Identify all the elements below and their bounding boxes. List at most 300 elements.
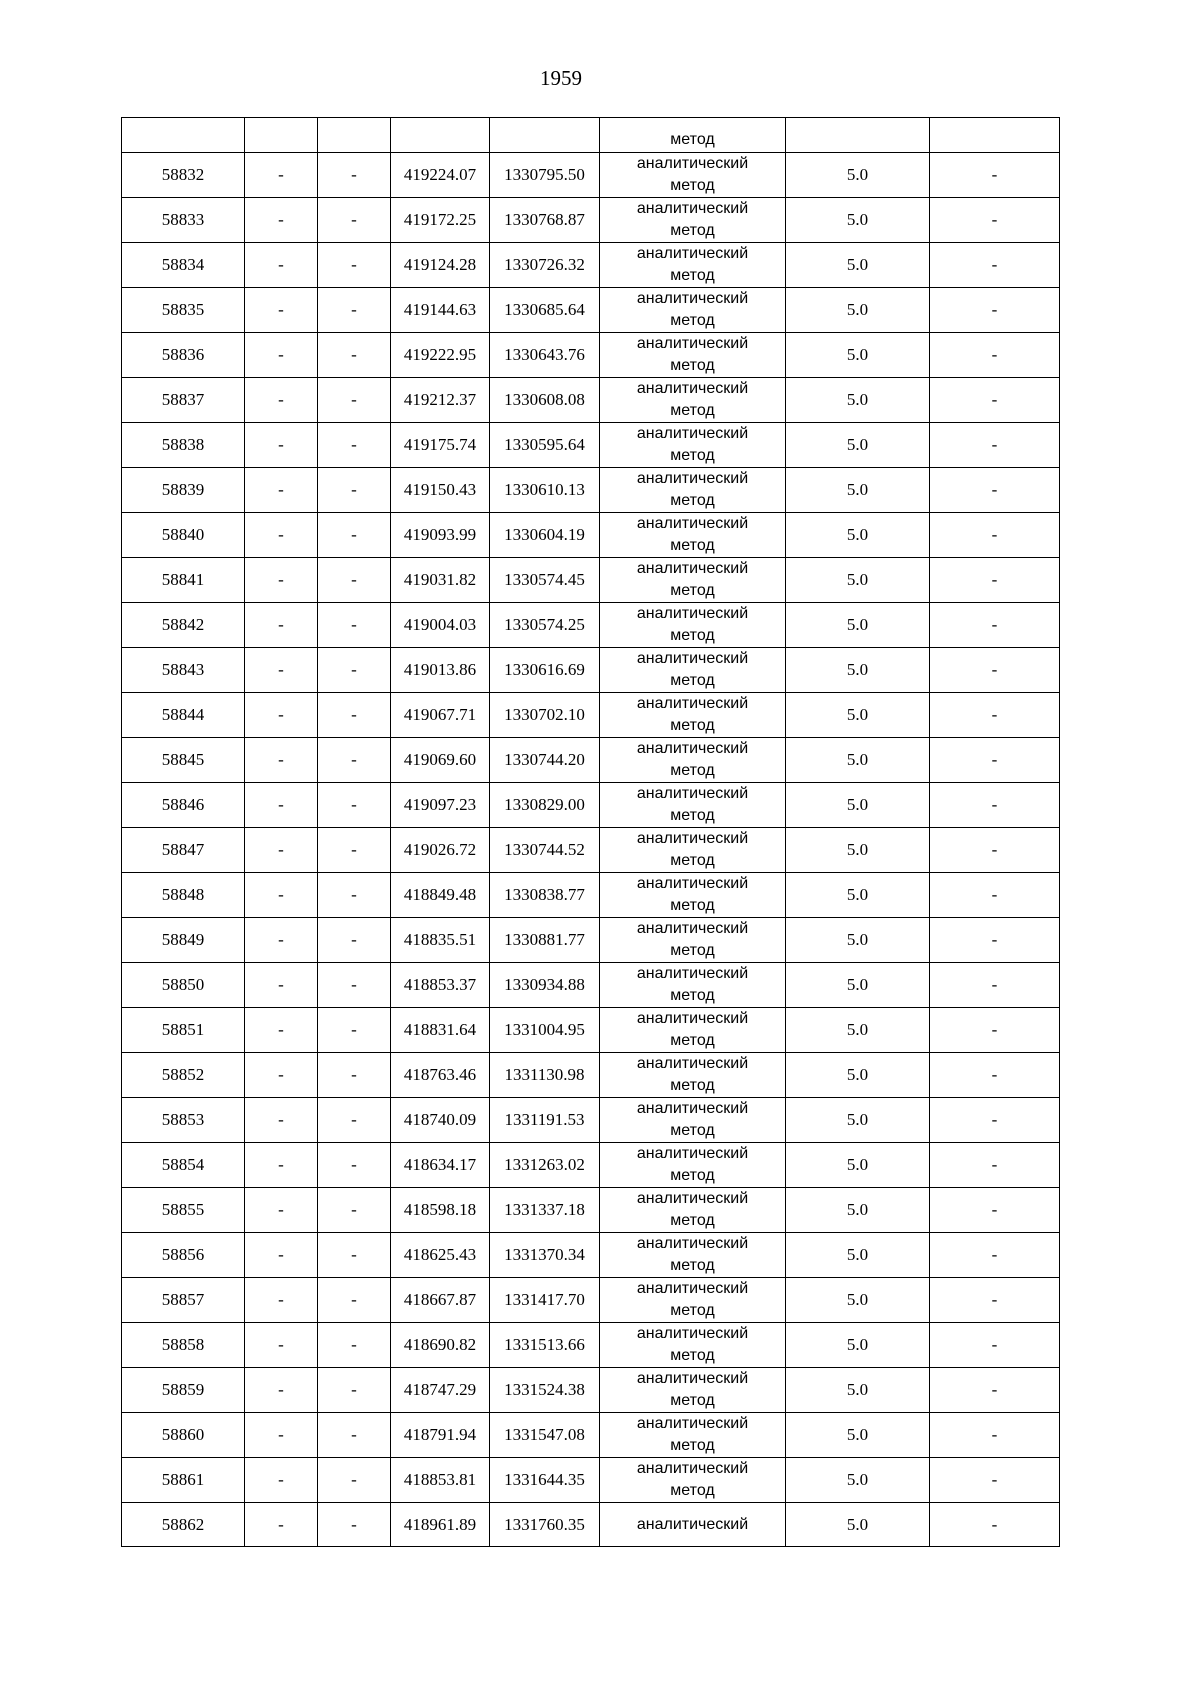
table-cell: - bbox=[318, 1008, 391, 1053]
method-text bbox=[637, 468, 748, 512]
method-cell bbox=[600, 1503, 786, 1547]
y-coordinate-cell: 1330595.64 bbox=[490, 423, 600, 468]
point-number-cell: 58851 bbox=[122, 1008, 245, 1053]
table-cell: - bbox=[930, 1143, 1060, 1188]
method-line-2: метод bbox=[670, 717, 715, 734]
method-line-1: аналитический bbox=[636, 1370, 749, 1387]
point-number-cell: 58840 bbox=[122, 513, 245, 558]
table-cell: - bbox=[245, 693, 318, 738]
x-coordinate-cell: 419067.71 bbox=[391, 693, 490, 738]
table-cell: - bbox=[930, 513, 1060, 558]
table-cell: - bbox=[245, 423, 318, 468]
table-cell: - bbox=[245, 288, 318, 333]
point-number-cell: 58850 bbox=[122, 963, 245, 1008]
point-number-cell: 58842 bbox=[122, 603, 245, 648]
y-coordinate-cell: 1330744.52 bbox=[490, 828, 600, 873]
table-cell: - bbox=[245, 963, 318, 1008]
table-cell: - bbox=[245, 1368, 318, 1413]
point-number-cell: 58848 bbox=[122, 873, 245, 918]
method-line-1: аналитический bbox=[636, 785, 749, 802]
table-cell: - bbox=[245, 333, 318, 378]
method-cell bbox=[600, 288, 786, 333]
table-cell: - bbox=[318, 468, 391, 513]
table-row bbox=[122, 153, 1060, 198]
accuracy-cell: 5.0 bbox=[786, 333, 930, 378]
table-cell: - bbox=[318, 738, 391, 783]
x-coordinate-cell: 418747.29 bbox=[391, 1368, 490, 1413]
accuracy-cell: 5.0 bbox=[786, 693, 930, 738]
x-coordinate-cell: 418791.94 bbox=[391, 1413, 490, 1458]
table-cell: - bbox=[318, 693, 391, 738]
point-number-cell: 58837 bbox=[122, 378, 245, 423]
table-cell: - bbox=[245, 1233, 318, 1278]
method-cell bbox=[600, 513, 786, 558]
method-text bbox=[637, 558, 748, 602]
method-text bbox=[637, 1368, 748, 1412]
table-cell: - bbox=[318, 153, 391, 198]
table-cell: - bbox=[930, 873, 1060, 918]
y-coordinate-cell: 1330744.20 bbox=[490, 738, 600, 783]
table-row bbox=[122, 1458, 1060, 1503]
point-number-cell: 58843 bbox=[122, 648, 245, 693]
x-coordinate-cell: 419013.86 bbox=[391, 648, 490, 693]
method-text bbox=[637, 918, 748, 962]
table-cell: - bbox=[318, 1458, 391, 1503]
x-coordinate-cell: 419093.99 bbox=[391, 513, 490, 558]
y-coordinate-cell: 1331644.35 bbox=[490, 1458, 600, 1503]
accuracy-cell: 5.0 bbox=[786, 468, 930, 513]
y-coordinate-cell: 1330604.19 bbox=[490, 513, 600, 558]
table-cell: - bbox=[245, 1008, 318, 1053]
point-number-cell: 58846 bbox=[122, 783, 245, 828]
y-coordinate-cell: 1330934.88 bbox=[490, 963, 600, 1008]
table-cell: - bbox=[318, 963, 391, 1008]
y-coordinate-cell: 1331130.98 bbox=[490, 1053, 600, 1098]
method-cell bbox=[600, 1278, 786, 1323]
table-cell: - bbox=[245, 1278, 318, 1323]
table-row bbox=[122, 1188, 1060, 1233]
table-row bbox=[122, 693, 1060, 738]
y-coordinate-cell: 1330829.00 bbox=[490, 783, 600, 828]
table-cell: - bbox=[245, 1098, 318, 1143]
point-number-cell: 58854 bbox=[122, 1143, 245, 1188]
method-line-1: аналитический bbox=[636, 200, 749, 217]
table-cell: - bbox=[930, 738, 1060, 783]
table-cell: - bbox=[245, 558, 318, 603]
method-line-2: метод bbox=[670, 1167, 715, 1184]
method-cell bbox=[600, 783, 786, 828]
method-line-2: метод bbox=[670, 312, 715, 329]
accuracy-cell: 5.0 bbox=[786, 1098, 930, 1143]
method-cell bbox=[600, 1323, 786, 1368]
method-cell bbox=[600, 738, 786, 783]
table-cell: - bbox=[318, 378, 391, 423]
method-cell bbox=[600, 1233, 786, 1278]
x-coordinate-cell: 418690.82 bbox=[391, 1323, 490, 1368]
accuracy-cell: 5.0 bbox=[786, 738, 930, 783]
method-text bbox=[637, 333, 748, 377]
table-row bbox=[122, 1098, 1060, 1143]
method-text bbox=[637, 783, 748, 827]
table-cell: - bbox=[930, 1503, 1060, 1547]
y-coordinate-cell: 1330702.10 bbox=[490, 693, 600, 738]
method-cell bbox=[600, 648, 786, 693]
point-number-cell: 58836 bbox=[122, 333, 245, 378]
x-coordinate-cell: 419172.25 bbox=[391, 198, 490, 243]
table-cell: - bbox=[245, 513, 318, 558]
method-line-2: метод bbox=[670, 807, 715, 824]
table-cell: - bbox=[318, 558, 391, 603]
method-cell bbox=[600, 1413, 786, 1458]
table-cell: - bbox=[930, 1233, 1060, 1278]
point-number-cell: 58839 bbox=[122, 468, 245, 513]
method-line-1: аналитический bbox=[636, 1415, 749, 1432]
x-coordinate-cell: 418634.17 bbox=[391, 1143, 490, 1188]
table-cell: - bbox=[930, 288, 1060, 333]
method-text bbox=[637, 1458, 748, 1502]
table-cell: - bbox=[318, 513, 391, 558]
point-number-cell: 58834 bbox=[122, 243, 245, 288]
table-row bbox=[122, 513, 1060, 558]
table-cell bbox=[490, 118, 600, 153]
table-cell: - bbox=[245, 603, 318, 648]
accuracy-cell: 5.0 bbox=[786, 1008, 930, 1053]
table-row bbox=[122, 243, 1060, 288]
y-coordinate-cell: 1330795.50 bbox=[490, 153, 600, 198]
point-number-cell: 58860 bbox=[122, 1413, 245, 1458]
x-coordinate-cell: 419026.72 bbox=[391, 828, 490, 873]
table-cell: - bbox=[930, 198, 1060, 243]
method-line-2: метод bbox=[670, 987, 715, 1004]
table-cell: - bbox=[245, 828, 318, 873]
method-line-1: аналитический bbox=[636, 155, 749, 172]
x-coordinate-cell: 419222.95 bbox=[391, 333, 490, 378]
x-coordinate-cell: 418853.37 bbox=[391, 963, 490, 1008]
table-cell: - bbox=[245, 1503, 318, 1547]
x-coordinate-cell: 418763.46 bbox=[391, 1053, 490, 1098]
method-line-2: метод bbox=[670, 1482, 715, 1499]
point-number-cell: 58859 bbox=[122, 1368, 245, 1413]
y-coordinate-cell: 1330608.08 bbox=[490, 378, 600, 423]
method-line-1: аналитический bbox=[636, 1280, 749, 1297]
point-number-cell: 58844 bbox=[122, 693, 245, 738]
y-coordinate-cell: 1330726.32 bbox=[490, 243, 600, 288]
method-line-1: аналитический bbox=[636, 1515, 749, 1533]
accuracy-cell: 5.0 bbox=[786, 1503, 930, 1547]
method-line-2: метод bbox=[670, 1392, 715, 1409]
method-line-1: аналитический bbox=[636, 425, 749, 442]
table-cell: - bbox=[930, 828, 1060, 873]
table-cell: - bbox=[930, 1098, 1060, 1143]
method-cell bbox=[600, 118, 786, 153]
table-row bbox=[122, 1323, 1060, 1368]
table-row bbox=[122, 738, 1060, 783]
table-row bbox=[122, 918, 1060, 963]
table-cell: - bbox=[930, 243, 1060, 288]
y-coordinate-cell: 1331004.95 bbox=[490, 1008, 600, 1053]
point-number-cell: 58862 bbox=[122, 1503, 245, 1547]
method-text bbox=[637, 738, 748, 782]
method-line-1: аналитический bbox=[636, 650, 749, 667]
table-cell: - bbox=[245, 1143, 318, 1188]
method-text bbox=[637, 1504, 748, 1546]
method-line-1: аналитический bbox=[636, 1235, 749, 1252]
method-line-1: аналитический bbox=[636, 245, 749, 262]
table-row bbox=[122, 1008, 1060, 1053]
method-text bbox=[637, 1098, 748, 1142]
y-coordinate-cell: 1331547.08 bbox=[490, 1413, 600, 1458]
x-coordinate-cell: 418740.09 bbox=[391, 1098, 490, 1143]
accuracy-cell: 5.0 bbox=[786, 783, 930, 828]
x-coordinate-cell: 418835.51 bbox=[391, 918, 490, 963]
method-cell bbox=[600, 1008, 786, 1053]
x-coordinate-cell: 419175.74 bbox=[391, 423, 490, 468]
method-cell bbox=[600, 1458, 786, 1503]
accuracy-cell: 5.0 bbox=[786, 1053, 930, 1098]
accuracy-cell: 5.0 bbox=[786, 918, 930, 963]
table-row bbox=[122, 1368, 1060, 1413]
accuracy-cell: 5.0 bbox=[786, 828, 930, 873]
x-coordinate-cell: 419069.60 bbox=[391, 738, 490, 783]
y-coordinate-cell: 1330685.64 bbox=[490, 288, 600, 333]
table-row bbox=[122, 1503, 1060, 1547]
method-cell bbox=[600, 468, 786, 513]
method-line-2: метод bbox=[670, 1347, 715, 1364]
table-cell: - bbox=[318, 1188, 391, 1233]
method-line-2: метод bbox=[670, 627, 715, 644]
method-text bbox=[637, 873, 748, 917]
method-cell bbox=[600, 603, 786, 648]
method-line-1: аналитический bbox=[636, 380, 749, 397]
method-line-1: аналитический bbox=[636, 1190, 749, 1207]
table-row bbox=[122, 603, 1060, 648]
method-text: метод bbox=[670, 131, 715, 148]
table-cell: - bbox=[318, 198, 391, 243]
method-line-2: метод bbox=[670, 852, 715, 869]
table-cell: - bbox=[930, 603, 1060, 648]
x-coordinate-cell: 418667.87 bbox=[391, 1278, 490, 1323]
point-number-cell: 58856 bbox=[122, 1233, 245, 1278]
table-cell: - bbox=[318, 1053, 391, 1098]
table-row bbox=[122, 648, 1060, 693]
method-line-2: метод bbox=[670, 582, 715, 599]
table-cell: - bbox=[318, 1143, 391, 1188]
table-cell: - bbox=[930, 378, 1060, 423]
table-cell: - bbox=[930, 153, 1060, 198]
table-cell: - bbox=[318, 1413, 391, 1458]
method-text bbox=[637, 603, 748, 647]
method-line-1: аналитический bbox=[636, 470, 749, 487]
method-text bbox=[637, 648, 748, 692]
table-cell: - bbox=[930, 423, 1060, 468]
table-row bbox=[122, 1233, 1060, 1278]
method-text bbox=[637, 153, 748, 197]
y-coordinate-cell: 1330838.77 bbox=[490, 873, 600, 918]
accuracy-cell: 5.0 bbox=[786, 1233, 930, 1278]
method-line-2: метод bbox=[670, 267, 715, 284]
table-cell: - bbox=[245, 873, 318, 918]
point-number-cell: 58857 bbox=[122, 1278, 245, 1323]
accuracy-cell: 5.0 bbox=[786, 423, 930, 468]
table-row bbox=[122, 198, 1060, 243]
y-coordinate-cell: 1331417.70 bbox=[490, 1278, 600, 1323]
method-line-1: аналитический bbox=[636, 1010, 749, 1027]
method-cell bbox=[600, 423, 786, 468]
y-coordinate-cell: 1330616.69 bbox=[490, 648, 600, 693]
table-cell: - bbox=[245, 1053, 318, 1098]
method-line-1: аналитический bbox=[636, 740, 749, 757]
table-cell: - bbox=[318, 1323, 391, 1368]
table-cell: - bbox=[245, 918, 318, 963]
method-line-1: аналитический bbox=[636, 290, 749, 307]
method-text bbox=[637, 1008, 748, 1052]
method-line-2: метод bbox=[670, 357, 715, 374]
table-cell: - bbox=[930, 648, 1060, 693]
method-text bbox=[637, 1323, 748, 1367]
method-line-2: метод bbox=[670, 672, 715, 689]
table-cell: - bbox=[318, 603, 391, 648]
x-coordinate-cell: 419150.43 bbox=[391, 468, 490, 513]
y-coordinate-cell: 1331760.35 bbox=[490, 1503, 600, 1547]
method-text bbox=[637, 1278, 748, 1322]
accuracy-cell: 5.0 bbox=[786, 243, 930, 288]
x-coordinate-cell: 418625.43 bbox=[391, 1233, 490, 1278]
table-row bbox=[122, 1143, 1060, 1188]
table-cell bbox=[122, 118, 245, 153]
table-cell: - bbox=[930, 918, 1060, 963]
method-line-1: аналитический bbox=[636, 1100, 749, 1117]
accuracy-cell: 5.0 bbox=[786, 963, 930, 1008]
method-cell bbox=[600, 1053, 786, 1098]
table-cell: - bbox=[318, 873, 391, 918]
accuracy-cell: 5.0 bbox=[786, 378, 930, 423]
method-text bbox=[637, 963, 748, 1007]
table-cell: - bbox=[930, 783, 1060, 828]
accuracy-cell: 5.0 bbox=[786, 873, 930, 918]
table-cell: - bbox=[318, 1278, 391, 1323]
y-coordinate-cell: 1330881.77 bbox=[490, 918, 600, 963]
method-line-1: аналитический bbox=[636, 515, 749, 532]
method-line-2: метод bbox=[670, 1077, 715, 1094]
x-coordinate-cell: 418853.81 bbox=[391, 1458, 490, 1503]
y-coordinate-cell: 1330574.45 bbox=[490, 558, 600, 603]
x-coordinate-cell: 419031.82 bbox=[391, 558, 490, 603]
x-coordinate-cell: 418849.48 bbox=[391, 873, 490, 918]
x-coordinate-cell: 418831.64 bbox=[391, 1008, 490, 1053]
accuracy-cell: 5.0 bbox=[786, 1323, 930, 1368]
table-cell bbox=[786, 118, 930, 153]
table-cell bbox=[318, 118, 391, 153]
method-line-2: метод bbox=[670, 402, 715, 419]
y-coordinate-cell: 1331337.18 bbox=[490, 1188, 600, 1233]
table-cell: - bbox=[930, 1008, 1060, 1053]
table-row bbox=[122, 333, 1060, 378]
method-cell bbox=[600, 1143, 786, 1188]
y-coordinate-cell: 1331263.02 bbox=[490, 1143, 600, 1188]
point-number-cell: 58845 bbox=[122, 738, 245, 783]
method-line-2: метод bbox=[670, 222, 715, 239]
method-text bbox=[637, 1053, 748, 1097]
table-cell: - bbox=[930, 558, 1060, 603]
accuracy-cell: 5.0 bbox=[786, 288, 930, 333]
method-text bbox=[637, 1233, 748, 1277]
x-coordinate-cell: 419097.23 bbox=[391, 783, 490, 828]
method-text bbox=[637, 288, 748, 332]
page-number: 1959 bbox=[540, 66, 582, 90]
table-row bbox=[122, 558, 1060, 603]
table-cell: - bbox=[245, 738, 318, 783]
point-number-cell: 58833 bbox=[122, 198, 245, 243]
table-cell: - bbox=[245, 243, 318, 288]
method-text bbox=[637, 423, 748, 467]
method-line-2: метод bbox=[670, 1302, 715, 1319]
method-cell bbox=[600, 378, 786, 423]
point-number-cell: 58847 bbox=[122, 828, 245, 873]
point-number-cell: 58849 bbox=[122, 918, 245, 963]
accuracy-cell: 5.0 bbox=[786, 1458, 930, 1503]
method-line-1: аналитический bbox=[636, 605, 749, 622]
x-coordinate-cell: 419144.63 bbox=[391, 288, 490, 333]
table-cell: - bbox=[318, 783, 391, 828]
table-cell: - bbox=[318, 918, 391, 963]
method-text bbox=[637, 1413, 748, 1457]
method-line-2: метод bbox=[670, 177, 715, 194]
method-line-1: аналитический bbox=[636, 1055, 749, 1072]
method-cell bbox=[600, 558, 786, 603]
method-text bbox=[637, 378, 748, 422]
method-cell bbox=[600, 1368, 786, 1413]
table-row bbox=[122, 378, 1060, 423]
table-cell: - bbox=[318, 1503, 391, 1547]
method-text bbox=[637, 198, 748, 242]
table-row bbox=[122, 1053, 1060, 1098]
method-line-2: метод bbox=[670, 492, 715, 509]
continuation-row bbox=[122, 118, 1060, 153]
point-number-cell: 58838 bbox=[122, 423, 245, 468]
point-number-cell: 58853 bbox=[122, 1098, 245, 1143]
table-cell: - bbox=[318, 1233, 391, 1278]
table-cell: - bbox=[930, 1458, 1060, 1503]
method-line-1: аналитический bbox=[636, 1460, 749, 1477]
method-line-2: метод bbox=[670, 537, 715, 554]
accuracy-cell: 5.0 bbox=[786, 153, 930, 198]
table-cell: - bbox=[245, 468, 318, 513]
method-cell bbox=[600, 693, 786, 738]
table-row bbox=[122, 963, 1060, 1008]
table-cell: - bbox=[245, 378, 318, 423]
table-cell: - bbox=[930, 1278, 1060, 1323]
method-line-1: аналитический bbox=[636, 875, 749, 892]
point-number-cell: 58841 bbox=[122, 558, 245, 603]
table-cell: - bbox=[318, 288, 391, 333]
y-coordinate-cell: 1331513.66 bbox=[490, 1323, 600, 1368]
method-line-2: метод bbox=[670, 762, 715, 779]
method-line-1: аналитический bbox=[636, 560, 749, 577]
table-row bbox=[122, 1413, 1060, 1458]
point-number-cell: 58861 bbox=[122, 1458, 245, 1503]
table-cell: - bbox=[245, 1188, 318, 1233]
x-coordinate-cell: 418961.89 bbox=[391, 1503, 490, 1547]
table-row bbox=[122, 873, 1060, 918]
method-cell bbox=[600, 198, 786, 243]
table-cell: - bbox=[930, 1368, 1060, 1413]
table-cell: - bbox=[318, 648, 391, 693]
table-cell: - bbox=[245, 1323, 318, 1368]
method-line-1: аналитический bbox=[636, 335, 749, 352]
method-cell bbox=[600, 243, 786, 288]
method-line-1: аналитический bbox=[636, 965, 749, 982]
method-line-2: метод bbox=[670, 1212, 715, 1229]
